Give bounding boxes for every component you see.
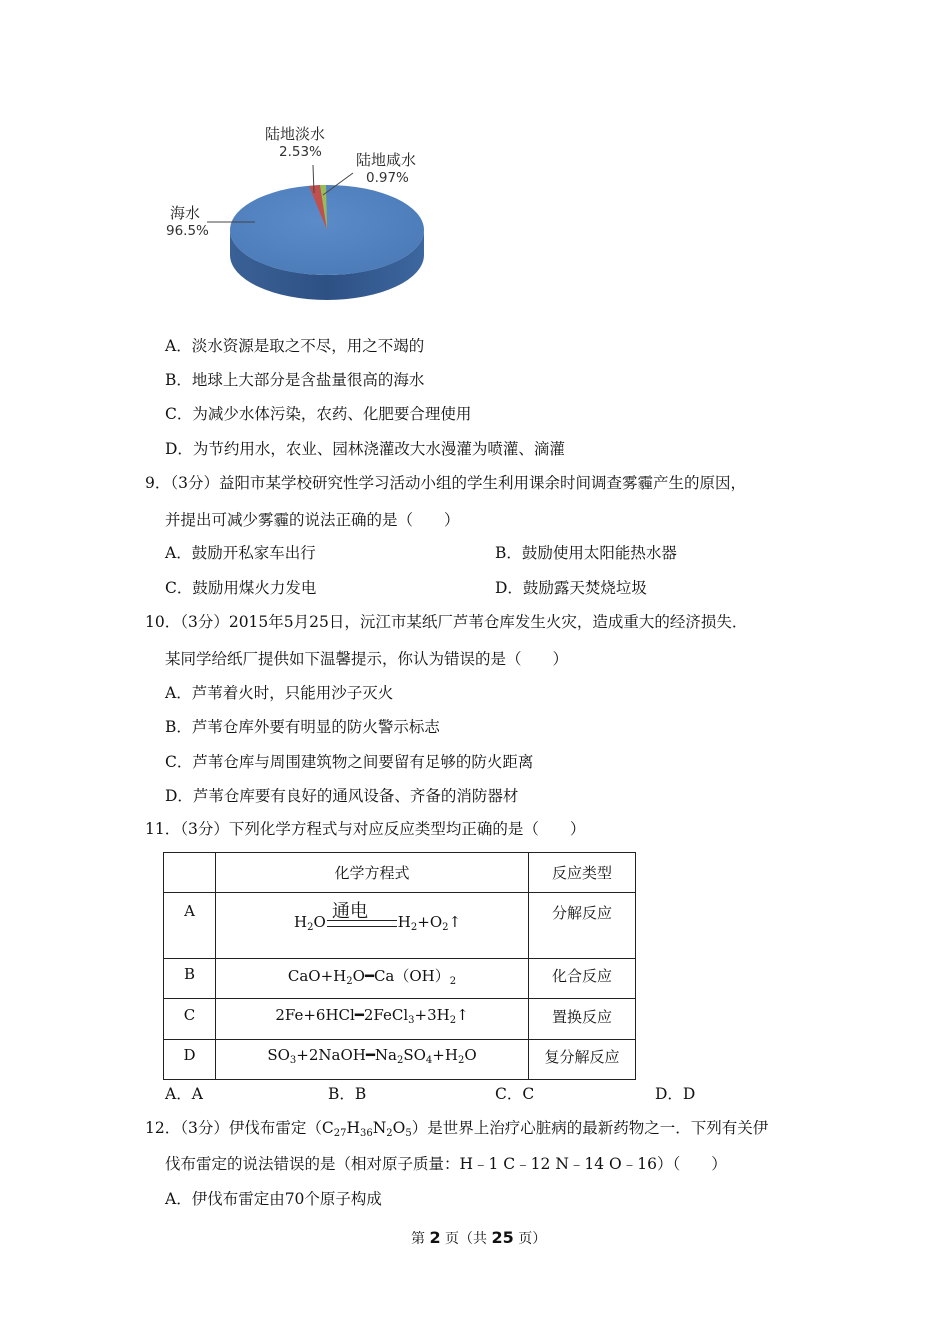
pie-label-salty-name: 陆地咸水 xyxy=(356,151,417,169)
row-label-b: B xyxy=(164,959,216,999)
pie-label-sea-name: 海水 xyxy=(170,204,201,222)
q11-option-d[interactable]: D．D xyxy=(655,1085,696,1103)
pie-label-salty xyxy=(356,151,416,187)
type-b: 化合反应 xyxy=(529,959,636,999)
table-header-row xyxy=(164,853,636,893)
table-row xyxy=(164,893,636,959)
table-header-type: 反应类型 xyxy=(529,853,636,893)
q11-equation-table xyxy=(163,852,636,1080)
row-label-c: C xyxy=(164,999,216,1040)
footer-total-pages: 25 xyxy=(491,1228,514,1247)
page-footer xyxy=(411,1228,546,1248)
equation-c: $2Fe+6HCl━2FeCl_3+3H_2↑$ xyxy=(216,999,529,1040)
q11-stem: 11．（3分）下列化学方程式与对应反应类型均正确的是（ ） xyxy=(145,820,586,838)
q12-stem-line2: 伐布雷定的说法错误的是（相对原子质量：H﹣1 C﹣12 N﹣14 O﹣16）（ ） xyxy=(165,1155,727,1173)
q12-stem-post: ）是世界上治疗心脏病的最新药物之一．下列有关伊 xyxy=(411,1119,769,1137)
type-c: 置换反应 xyxy=(529,999,636,1040)
water-distribution-pie-figure xyxy=(150,115,450,315)
q9-option-c[interactable]: C．鼓励用煤火力发电 xyxy=(165,579,317,597)
q8-option-d[interactable]: D．为节约用水，农业、园林浇灌改大水漫灌为喷灌、滴灌 xyxy=(165,440,565,458)
equation-d: $SO_3+2NaOH━Na_2SO_4+H_2O$ xyxy=(216,1040,529,1080)
type-a: 分解反应 xyxy=(529,893,636,959)
q12-stem-line1: 12．（3分）伊伐布雷定$(C_{27}H_{36}N_2O_5)$是世界上治疗心脏病的最新药物之一．下列有关伊 xyxy=(145,1119,769,1139)
q12-stem-pre: 12．（3分）伊伐布雷定（C xyxy=(145,1119,334,1137)
table-row xyxy=(164,999,636,1040)
q10-stem-line2: 某同学给纸厂提供如下温馨提示，你认为错误的是（ ） xyxy=(165,650,569,668)
q10-option-d[interactable]: D．芦苇仓库要有良好的通风设备、齐备的消防器材 xyxy=(165,787,519,805)
pie-label-fresh-pct: 2.53% xyxy=(279,144,322,160)
q11-option-b[interactable]: B．B xyxy=(328,1085,367,1103)
row-label-d: D xyxy=(164,1040,216,1080)
table-header-equation: 化学方程式 xyxy=(216,853,529,893)
q9-stem-line2: 并提出可减少雾霾的说法正确的是（ ） xyxy=(165,511,460,529)
pie-label-salty-pct: 0.97% xyxy=(366,170,409,186)
pie-label-fresh-name: 陆地淡水 xyxy=(265,125,326,143)
q8-option-b[interactable]: B．地球上大部分是含盐量很高的海水 xyxy=(165,371,425,389)
q10-option-a[interactable]: A．芦苇着火时，只能用沙子灭火 xyxy=(165,684,394,702)
table-row xyxy=(164,959,636,999)
equation-b: $CaO+H_2O━Ca(OH)_2$ xyxy=(216,959,529,999)
footer-pre: 第 xyxy=(411,1231,425,1247)
pie-label-sea xyxy=(166,204,209,240)
q10-stem-line1: 10．（3分）2015年5月25日，沅江市某纸厂芦苇仓库发生火灾，造成重大的经济损失． xyxy=(145,613,748,631)
q12-option-a[interactable]: A．伊伐布雷定由70个原子构成 xyxy=(165,1190,382,1208)
q8-option-a[interactable]: A．淡水资源是取之不尽，用之不竭的 xyxy=(165,337,425,355)
footer-page-number: 2 xyxy=(429,1228,441,1247)
footer-post: 页） xyxy=(518,1231,547,1247)
q8-option-c[interactable]: C．为减少水体污染，农药、化肥要合理使用 xyxy=(165,405,472,423)
row-label-a: A xyxy=(164,893,216,959)
equation-a xyxy=(216,893,529,959)
pie-label-fresh xyxy=(265,125,325,161)
q9-option-a[interactable]: A．鼓励开私家车出行 xyxy=(165,544,316,562)
q9-option-b[interactable]: B．鼓励使用太阳能热水器 xyxy=(495,544,677,562)
q10-option-c[interactable]: C．芦苇仓库与周围建筑物之间要留有足够的防火距离 xyxy=(165,753,534,771)
q9-stem-line1: 9．（3分）益阳市某学校研究性学习活动小组的学生利用课余时间调查雾霾产生的原因， xyxy=(145,474,746,492)
table-row xyxy=(164,1040,636,1080)
q11-option-c[interactable]: C．C xyxy=(495,1085,535,1103)
table-header-blank xyxy=(164,853,216,893)
q9-option-d[interactable]: D．鼓励露天焚烧垃圾 xyxy=(495,579,647,597)
q10-option-b[interactable]: B．芦苇仓库外要有明显的防火警示标志 xyxy=(165,718,440,736)
pie-label-sea-pct: 96.5% xyxy=(166,223,209,239)
q11-option-a[interactable]: A．A xyxy=(165,1085,203,1103)
equation-a-text: $H_2O$ $H_2+O_2↑$ xyxy=(294,913,462,933)
footer-mid: 页（共 xyxy=(445,1231,488,1247)
type-d: 复分解反应 xyxy=(529,1040,636,1080)
equation-a-condition: 通电 xyxy=(332,901,368,922)
